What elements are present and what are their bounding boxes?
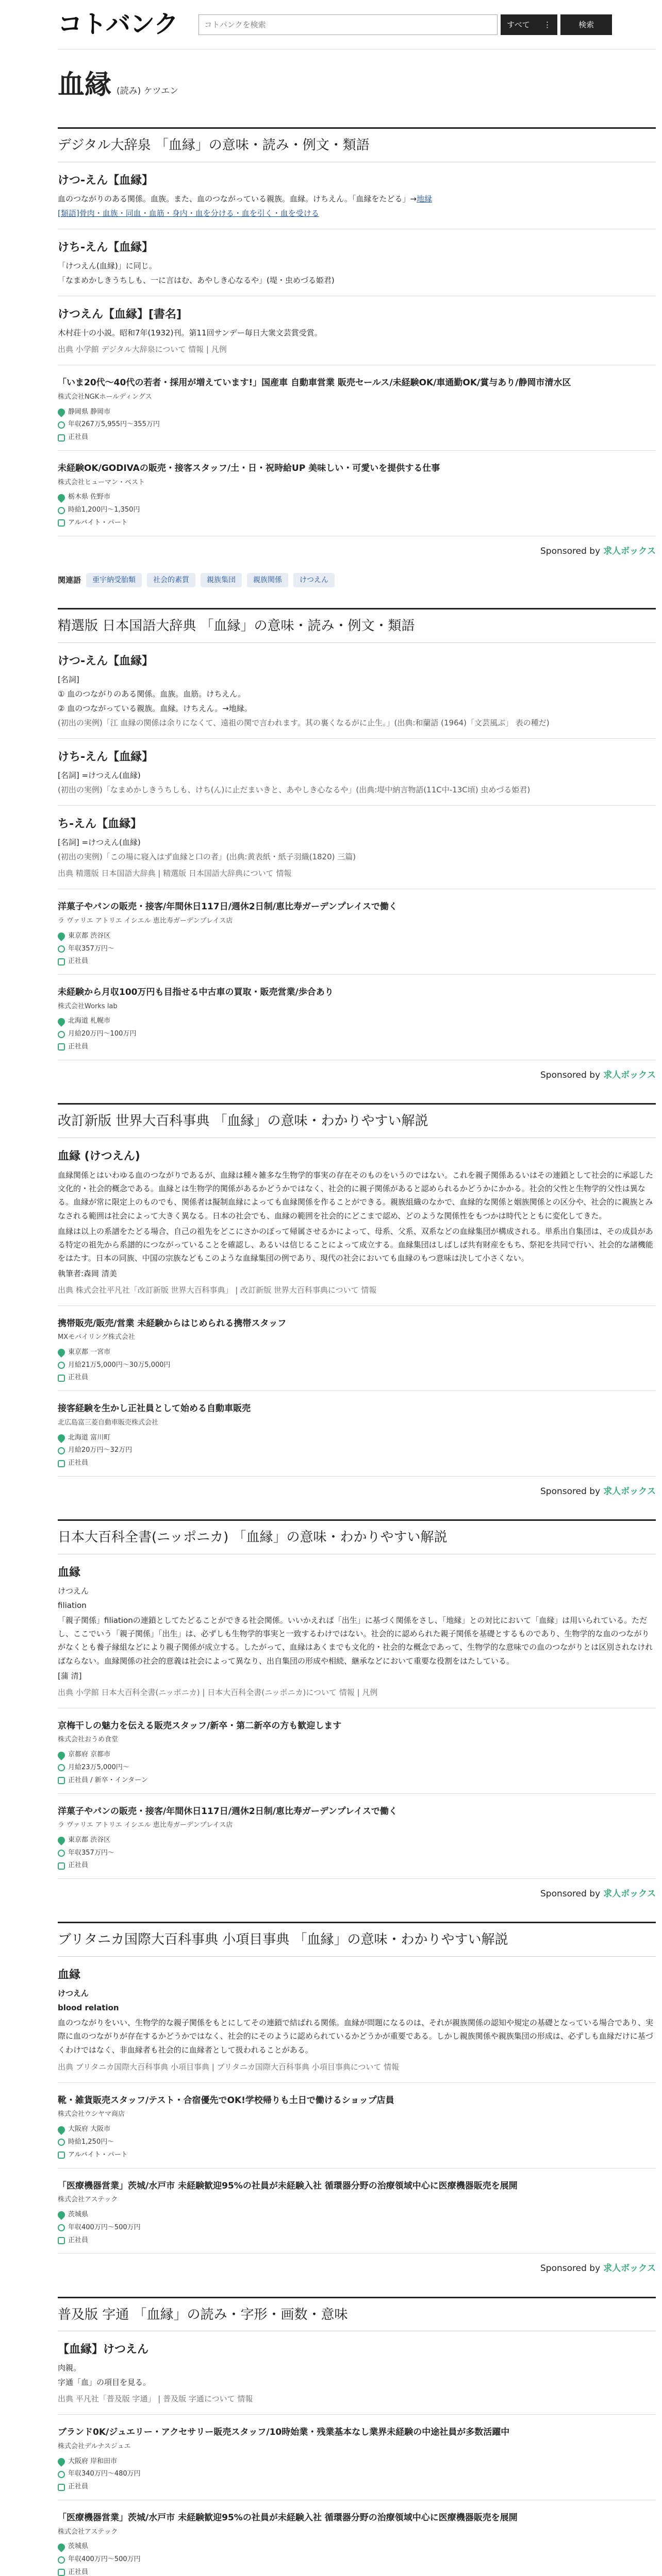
yen-icon	[58, 1764, 65, 1771]
briefcase-icon	[58, 1460, 65, 1467]
type-text: 正社員	[68, 1374, 89, 1382]
job-pay	[58, 1360, 656, 1371]
type-text: 正社員	[68, 1043, 89, 1051]
job-title[interactable]: 「医療機器営業」茨城/水戸市 未経験歓迎95%の社員が未経験入社 循環器分野の治療領域中心に医療機器販売を展開	[58, 2180, 518, 2191]
entry-quote: 「なまめかしきうちしも、一に言はむ、あやしき心なるや」(堤・虫めづる姫君)	[58, 276, 335, 285]
divider	[58, 974, 656, 975]
job-location	[58, 2456, 656, 2467]
dict-sekai-daihyakka	[58, 1103, 656, 1499]
entry-heading: けち‐えん【血縁】	[58, 751, 154, 764]
job-type	[58, 432, 656, 443]
location-text: 北海道 札幌市	[68, 1017, 111, 1025]
location-pin-icon	[56, 2210, 67, 2220]
pay-text: 年収340万円〜480万円	[68, 2470, 141, 2478]
entry-english: filiation	[58, 1600, 87, 1610]
example: (初出の実例)「江 血縁の関係は余りになくて、遠祖の関で言われます。其の裏くなるがに止生。」(出典:和蘭語 (1964)「文芸風ぶ」 表の種だ)	[58, 718, 550, 728]
section-title: デジタル大辞泉 「血縁」の意味・読み・例文・類語	[58, 129, 656, 162]
source: 出典 株式会社平凡社「改訂新版 世界大百科事典」 | 改訂新版 世界大百科事典について 情報	[58, 1285, 377, 1295]
definition: [名詞] =けつえん(血縁)	[58, 771, 141, 781]
yen-icon	[58, 1447, 65, 1454]
header	[58, 0, 656, 49]
pay-text: 時給1,200円〜1,350円	[68, 506, 140, 514]
job-location	[58, 1347, 656, 1358]
location-pin-icon	[56, 1750, 67, 1760]
type-text: アルバイト・パート	[68, 2150, 128, 2159]
job-ad[interactable]	[58, 462, 656, 536]
search-button[interactable]: 検索	[560, 14, 612, 35]
body-text: 血のつながりをいい、生物学的な親子関係をもとにしてその連鎖で結ばれる関係。血縁が問題になるのは、それが親族関係の認知や規定の基礎となっている場合であり、実際に血のつながりが存在するかどうかではなく、社会的にそのように認められているかどうかが重要である。しかし親族関係や親族集団の形成は、必ずしも血縁だけに基づくわけではなく、非血縁者も社会的に血縁者として扱われることがある。	[58, 2018, 654, 2055]
entry	[58, 739, 656, 806]
entry-heading: ち‐えん【血縁】	[58, 818, 142, 831]
job-company: 株式会社Works lab	[58, 1002, 118, 1010]
job-ad[interactable]	[58, 2426, 656, 2500]
entry	[58, 162, 656, 229]
entry-text	[58, 193, 656, 205]
section-title: ブリタニカ国際大百科事典 小項目事典 「血縁」の意味・わかりやすい解説	[58, 1923, 656, 1957]
source: 出典 ブリタニカ国際大百科事典 小項目事典 | ブリタニカ国際大百科事典 小項目事典について 情報	[58, 2062, 400, 2072]
synonym-links[interactable]: [類語]骨肉・血族・同血・血筋・身内・血を分ける・血を引く・血を受ける	[58, 208, 319, 218]
type-text: 正社員 / 新卒・インターン	[68, 1776, 148, 1784]
job-location	[58, 1750, 656, 1760]
divider	[58, 1878, 656, 1879]
job-pay	[58, 1848, 656, 1859]
entry	[58, 1138, 656, 1306]
job-ad[interactable]	[58, 986, 656, 1060]
job-ad[interactable]	[58, 2512, 656, 2576]
job-ad[interactable]	[58, 377, 656, 451]
tag-2[interactable]: 社会的素質	[147, 573, 195, 587]
job-ad[interactable]	[58, 1317, 656, 1392]
author: [蒲 清]	[58, 1671, 82, 1681]
job-type	[58, 1860, 656, 1871]
job-type	[58, 518, 656, 529]
job-location	[58, 407, 656, 418]
location-pin-icon	[56, 407, 67, 417]
body-text: 血縁関係とはいわゆる血のつながりであるが、血縁は種々雑多な生物学的事実の存在そのものをいうのではない。これを親子関係あるいはその連鎖として社会的に承認した文化的・社会的概念である。血縁とは生物学的関係があるかどうかではなく、社会的に親子関係があると認められるかどうかにかかる。社会的父性と生物学的父性は異なる。血縁が常に限定上のものでも、関係者は擬制血縁によっても血縁関係を作ることができる。親族組織のなかで、血縁的な関係と姻族関係との区分や、社会的に親族とみなされる範囲は社会によって大きく異なる。日本の社会でも、血縁の範囲を社会的にどこまで認め、どのような関係性をもつかは時代とともに変化してきた。	[58, 1170, 654, 1221]
search-scope-label: すべて	[507, 20, 530, 29]
source: 出典 平凡社「普及版 字通」 | 普及版 字通について 情報	[58, 2394, 253, 2404]
dict-britannica	[58, 1922, 656, 2276]
definition: [名詞] =けつえん(血縁)	[58, 838, 141, 848]
job-type	[58, 1775, 656, 1786]
dict-jitsu	[58, 2297, 656, 2576]
pay-text: 時給1,250円〜	[68, 2138, 114, 2146]
definition: 肉親。	[58, 2363, 81, 2373]
job-title[interactable]: 携帯販売/販売/営業 未経験からはじめられる携帯スタッフ	[58, 1318, 287, 1329]
divider	[58, 1476, 656, 1477]
example: (初出の実例)「なまめかしきうちしも、けち(ん)に止だまいきと、あやしき心なるや」(出典:堤中納言物語(11C中-13C頃) 虫めづる姫君)	[58, 785, 531, 795]
definition-2: ② 血のつながっている親族。血縁。けちえん。→地縁。	[58, 704, 252, 714]
sponsored-by	[58, 1485, 656, 1499]
location-pin-icon	[56, 1016, 67, 1027]
yen-icon	[58, 2556, 65, 2564]
job-title[interactable]: 未経験から月収100万円も目指せる中古車の買取・販売営業/歩合あり	[58, 987, 334, 998]
definition-1: ① 血のつながりのある関係。血族。血筋。けちえん。	[58, 689, 246, 699]
sponsored-label: Sponsored by	[540, 1889, 601, 1900]
entry-heading: けつ‐えん【血縁】	[58, 174, 154, 187]
location-pin-icon	[56, 2456, 67, 2467]
job-type	[58, 2235, 656, 2246]
yen-icon	[58, 1362, 65, 1369]
job-company: 株式会社ヒューマン・ベスト	[58, 478, 145, 486]
job-location	[58, 492, 656, 503]
entry-heading: 血縁	[58, 1969, 81, 1982]
entry-heading: 血縁	[58, 1566, 81, 1579]
job-pay	[58, 505, 656, 516]
search-input[interactable]	[198, 14, 498, 35]
location-pin-icon	[56, 493, 67, 503]
yen-icon	[58, 1031, 65, 1038]
job-ad[interactable]	[58, 1402, 656, 1477]
job-ads	[58, 2094, 656, 2276]
job-ad[interactable]	[58, 1805, 656, 1879]
sponsored-by	[58, 2262, 656, 2276]
entry	[58, 296, 656, 365]
related-label: 関連語	[58, 575, 81, 585]
job-ads	[58, 1720, 656, 1902]
entry-heading: けち‐えん【血縁】	[58, 241, 154, 254]
example: (初出の実例)「この場に寝入はず血縁と口の者」(出典:黄表紙・紙子羽織(1820) 三篇)	[58, 852, 356, 862]
job-company: 株式会社アステック	[58, 2196, 118, 2204]
job-company: 株式会社NGKホールディングス	[58, 393, 152, 401]
kyujin-logo[interactable]: 求人ボックス	[603, 1070, 656, 1080]
tag-3[interactable]: 親族集団	[201, 573, 242, 587]
job-type	[58, 1042, 656, 1053]
entry	[58, 806, 656, 889]
entry	[58, 1957, 656, 2083]
job-title[interactable]: 接客経験を生かし正社員として始める自動車販売	[58, 1403, 251, 1414]
job-title[interactable]: 未経験OK/GODIVAの販売・接客スタッフ/土・日・祝時給UP 美味しい・可愛いを提供する仕事	[58, 463, 440, 474]
entry-synonyms	[58, 207, 656, 219]
job-title[interactable]: 「医療機器営業」茨城/水戸市 未経験歓迎95%の社員が未経験入社 循環器分野の治療領域中心に医療機器販売を展開	[58, 2513, 518, 2523]
entry-heading: けつ‐えん【血縁】	[58, 654, 154, 668]
job-company: 株式会社デルナスジュエ	[58, 2442, 131, 2450]
job-type	[58, 956, 656, 967]
job-pay	[58, 2137, 656, 2148]
entry-reading: けつえん	[58, 1989, 89, 1998]
job-title[interactable]: 洋菓子やパンの販売・接客/年間休日117日/週休2日制/恵比寿ガーデンプレイスで働く	[58, 1806, 398, 1817]
kyujin-logo[interactable]: 求人ボックス	[603, 546, 656, 556]
job-type	[58, 2567, 656, 2576]
author: 執筆者:森岡 清美	[58, 1268, 117, 1278]
job-type	[58, 1372, 656, 1383]
page-title: 血縁	[58, 70, 112, 100]
location-text: 東京都 渋谷区	[68, 931, 111, 940]
location-text: 栃木県 佐野市	[68, 493, 111, 501]
entry-heading: 血縁 (けつえん)	[58, 1149, 140, 1163]
yen-icon	[58, 421, 65, 429]
job-type	[58, 1458, 656, 1469]
job-company: ラ ヴァリエ アトリエ イシエル 恵比寿ガーデンプレイス店	[58, 917, 233, 925]
yen-icon	[58, 507, 65, 514]
briefcase-icon	[58, 1375, 65, 1382]
divider	[58, 450, 656, 451]
job-title[interactable]: 洋菓子やパンの販売・接客/年間休日117日/週休2日制/恵比寿ガーデンプレイスで働く	[58, 902, 398, 912]
section-title: 精選版 日本国語大辞典 「血縁」の意味・読み・例文・類語	[58, 609, 656, 643]
type-text: 正社員	[68, 433, 89, 442]
location-pin-icon	[56, 2542, 67, 2552]
location-text: 静岡県 静岡市	[68, 408, 111, 416]
sponsored-label: Sponsored by	[540, 1486, 601, 1497]
location-pin-icon	[56, 1347, 67, 1358]
job-pay	[58, 419, 656, 430]
briefcase-icon	[58, 1862, 65, 1870]
location-text: 大阪府 岸和田市	[68, 2457, 118, 2465]
section-title: 改訂新版 世界大百科事典 「血縁」の意味・わかりやすい解説	[58, 1105, 656, 1138]
job-type	[58, 2482, 656, 2493]
location-text: 大阪府 大阪市	[68, 2125, 111, 2133]
section-title: 普及版 字通 「血縁」の読み・字形・画数・意味	[58, 2298, 656, 2332]
job-pay	[58, 1029, 656, 1040]
location-pin-icon	[56, 1835, 67, 1845]
yen-icon	[58, 2471, 65, 2478]
briefcase-icon	[58, 2151, 65, 2159]
job-ads	[58, 377, 656, 558]
entry-text: 「けつえん(血縁)」に同じ。	[58, 261, 157, 271]
job-location	[58, 1016, 656, 1027]
sponsored-label: Sponsored by	[540, 546, 601, 556]
page	[58, 0, 656, 2576]
pay-text: 月給23万5,000円〜	[68, 1763, 129, 1771]
job-pay	[58, 2223, 656, 2233]
location-text: 茨城県	[68, 2543, 89, 2551]
job-title[interactable]: 靴・雑貨販売スタッフ/テスト・合宿優先でOK!学校帰りも土日で働けるショップ店員	[58, 2095, 394, 2106]
kyujin-logo[interactable]: 求人ボックス	[603, 2263, 656, 2274]
location-text: 北海道 富川町	[68, 1433, 111, 1442]
job-ads	[58, 901, 656, 1082]
briefcase-icon	[58, 519, 65, 527]
source: 出典 小学館 日本大百科全書(ニッポニカ) | 日本大百科全書(ニッポニカ)について 情報 | 凡例	[58, 1687, 378, 1697]
kyujin-logo[interactable]: 求人ボックス	[603, 1486, 656, 1497]
dict-daijisen	[58, 127, 656, 587]
location-text: 京都府 京都市	[68, 1751, 111, 1759]
job-company: 北広島富三菱自動車販売株式会社	[58, 1418, 159, 1427]
entry	[58, 643, 656, 739]
pos-label: [名詞]	[58, 675, 79, 685]
pay-text: 年収267万5,955円〜355万円	[68, 420, 160, 429]
pay-text: 月給21万5,000円〜30万5,000円	[68, 1361, 171, 1369]
kyujin-logo[interactable]: 求人ボックス	[603, 1889, 656, 1900]
body-text: 「親子関係」filiationの連鎖としてたどることができる社会関係。いいかえれば「出生」に基づく関係をさし、「地縁」との対比において「血縁」は用いられている。ただし、ここでいう「親子関係」「出生」は、必ずしも生物学的事実と一致するわけではない。社会的に認められた親子関係を基礎とするものであり、生物学的な血のつながりがなくとも養子縁組などにより親子関係が成立する。したがって、血縁はあくまでも文化的・社会的な概念であって、生物学的な意味での血のつながりとは区別されなければならない。血縁関係の社会的意義は社会によって異なり、出自集団の形成や相続、継承などにおいて重要な役割をはたしている。	[58, 1615, 653, 1666]
job-ads	[58, 2426, 656, 2576]
job-type	[58, 2150, 656, 2161]
source: 出典 精選版 日本国語大辞典 | 精選版 日本国語大辞典について 情報	[58, 869, 292, 878]
link-chien[interactable]: 地縁	[416, 194, 432, 204]
job-pay	[58, 2469, 656, 2480]
job-location	[58, 1835, 656, 1846]
job-ads	[58, 1317, 656, 1499]
briefcase-icon	[58, 1777, 65, 1784]
entry-english: blood relation	[58, 2003, 119, 2013]
dict-seisenban	[58, 608, 656, 1082]
job-company: 株式会社おうめ食堂	[58, 1736, 119, 1744]
yen-icon	[58, 1850, 65, 1857]
type-text: アルバイト・パート	[68, 518, 128, 527]
definition-link[interactable]: 字通「血」の項目を見る。	[58, 2378, 151, 2387]
job-company: MXモバイリング株式会社	[58, 1333, 135, 1342]
briefcase-icon	[58, 2484, 65, 2491]
type-text: 正社員	[68, 957, 89, 965]
job-pay	[58, 1762, 656, 1773]
location-pin-icon	[56, 2125, 67, 2135]
briefcase-icon	[58, 2237, 65, 2244]
job-location	[58, 931, 656, 942]
job-title[interactable]: 「いま20代〜40代の若者・採用が増えています!」国産車 自動車営業 販売セールス/未経験OK/車通勤OK/賞与あり/静岡市清水区	[58, 378, 571, 388]
entry	[58, 229, 656, 296]
job-location	[58, 1433, 656, 1444]
entry-heading: 【血縁】けつえん	[58, 2343, 149, 2357]
sponsored-by	[58, 545, 656, 558]
logo[interactable]: コトバンク	[58, 10, 178, 39]
yen-icon	[58, 2224, 65, 2231]
briefcase-icon	[58, 958, 65, 965]
reading: (読み) ケツエン	[117, 86, 179, 96]
location-text: 東京都 一宮市	[68, 1348, 111, 1356]
search-scope-select[interactable]	[501, 14, 557, 35]
body-text: 血縁は以上の系譜をたどる場合、自己の祖先をどこにさかのぼって帰属させるかによって、母系、父系、双系などの血縁集団が構成される。単系出自集団は、その成員がある特定の祖先から系譜的につながっていることを確認し、あるいは信じることによって成立する。血縁集団はしばしば共有財産をもち、祭祀を共同で行い、社会的な諸機能をはたす。日本の同族、中国の宗族などもこのような血縁集団の例であり、現代の社会においても血縁のもつ意味は決して小さくない。	[58, 1226, 653, 1263]
location-pin-icon	[56, 1433, 67, 1443]
tag-5[interactable]: けつえん	[293, 573, 335, 587]
sponsored-label: Sponsored by	[540, 1070, 601, 1080]
pay-text: 年収357万円〜	[68, 944, 114, 953]
location-text: 東京都 渋谷区	[68, 1836, 111, 1844]
section-title: 日本大百科全書(ニッポニカ) 「血縁」の意味・わかりやすい解説	[58, 1521, 656, 1554]
chevron-down-icon: ⋮	[543, 20, 552, 29]
job-title[interactable]: 京梅干しの魅力を伝える販売スタッフ/新卒・第二新卒の方も歓迎します	[58, 1720, 342, 1731]
sponsored-by	[58, 1887, 656, 1901]
search-box	[198, 14, 612, 35]
pay-text: 年収400万円〜500万円	[68, 2223, 141, 2231]
job-pay	[58, 2554, 656, 2565]
type-text: 正社員	[68, 2568, 89, 2576]
yen-icon	[58, 945, 65, 953]
job-company: ラ ヴァリエ アトリエ イシエル 恵比寿ガーデンプレイス店	[58, 1821, 233, 1829]
location-pin-icon	[56, 931, 67, 941]
job-ad[interactable]	[58, 901, 656, 975]
type-text: 正社員	[68, 2236, 89, 2244]
pay-text: 年収400万円〜500万円	[68, 2555, 141, 2564]
job-location	[58, 2124, 656, 2135]
pay-text: 月給20万円〜100万円	[68, 1030, 137, 1038]
type-text: 正社員	[68, 2483, 89, 2491]
location-text: 茨城県	[68, 2210, 89, 2218]
dict-nipponica	[58, 1519, 656, 1901]
definition: 血のつながりのある関係。血族。また、血のつながっている親族。血縁。けちえん。「血縁をたどる」→	[58, 194, 417, 204]
entry	[58, 2331, 656, 2415]
pay-text: 月給20万円〜32万円	[68, 1446, 133, 1454]
job-company: 株式会社アステック	[58, 2528, 118, 2536]
job-ad[interactable]	[58, 1720, 656, 1794]
job-ad[interactable]	[58, 2180, 656, 2254]
briefcase-icon	[58, 1043, 65, 1050]
word-title	[58, 64, 656, 107]
source: 出典 小学館 デジタル大辞泉について 情報 | 凡例	[58, 345, 227, 354]
job-location	[58, 2210, 656, 2221]
type-text: 正社員	[68, 1861, 89, 1870]
yen-icon	[58, 2139, 65, 2146]
sponsored-label: Sponsored by	[540, 2263, 601, 2274]
entry-reading: けつえん	[58, 1586, 89, 1596]
sponsored-by	[58, 1069, 656, 1082]
tag-4[interactable]: 親族関係	[247, 573, 288, 587]
job-pay	[58, 944, 656, 955]
entry-heading: けつえん【血縁】[書名]	[58, 308, 182, 321]
job-title[interactable]: ブランド0K/ジュエリー・アクセサリー販売スタッフ/10時始業・残業基本なし業界未経験の中途社員が多数活躍中	[58, 2427, 510, 2438]
tag-1[interactable]: 亜宇納受胎類	[86, 573, 142, 587]
pay-text: 年収357万円〜	[68, 1849, 114, 1857]
briefcase-icon	[58, 2569, 65, 2576]
entry	[58, 1554, 656, 1708]
briefcase-icon	[58, 434, 65, 442]
type-text: 正社員	[68, 1459, 89, 1467]
entry-text: 木村荘十の小説。昭和7年(1932)刊。第11回サンデー毎日大衆文芸賞受賞。	[58, 328, 322, 338]
job-location	[58, 2541, 656, 2552]
job-pay	[58, 1445, 656, 1456]
job-company: 株式会社ウシヤマ商店	[58, 2110, 125, 2119]
divider	[58, 1793, 656, 1794]
related-tags	[58, 573, 656, 587]
job-ad[interactable]	[58, 2094, 656, 2168]
